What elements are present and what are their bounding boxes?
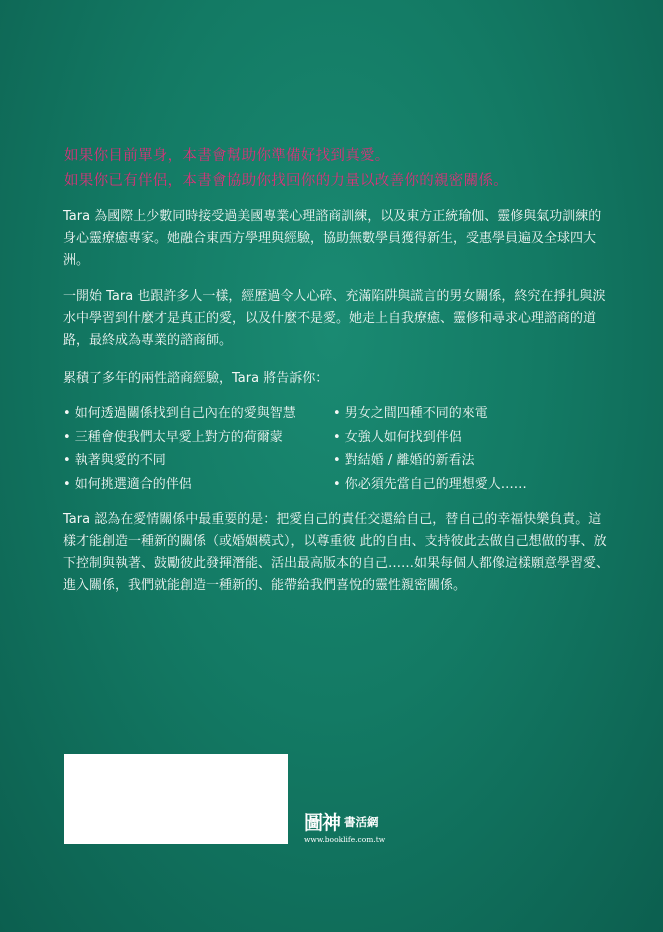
- list-item: • 三種會使我們太早愛上對方的荷爾蒙: [63, 429, 283, 445]
- list-item: • 如何挑選適合的伴侶: [63, 476, 192, 492]
- lead-paragraph: 累積了多年的兩性諮商經驗，Tara 將告訴你：: [63, 371, 329, 386]
- list-item: • 男女之間四種不同的來電: [333, 406, 488, 421]
- closing-paragraph: Tara 認為在愛情關係中最重要的是：把愛自己的責任交還給自己，替自己的幸福快樂負責。這樣才能創造一種新的關係（或婚姻模式），以尊重彼 此的自由、支持彼此去做自己想做的事、放下控制與執著、鼓勵彼此發揮潛能、活出最高版本的自己……如果每個人都像這樣願意學習愛、進入關係，我們就能創造一種新的、能帶給我們喜悅的靈性親密關係。: [63, 512, 610, 593]
- list-item: • 執著與愛的不同: [63, 453, 166, 468]
- logo-mark: 圖神: [304, 812, 341, 834]
- tagline-line-1: 如果你目前單身，本書會幫助你準備好找到真愛。: [64, 148, 390, 164]
- key-points-list: [63, 403, 623, 496]
- list-item: • 你必須先當自己的理想愛人……: [333, 476, 527, 492]
- story-paragraph: 一開始 Tara 也跟許多人一樣，經歷過令人心碎、充滿陷阱與謊言的男女關係，終究在掙扎與淚水中學習到什麼才是真正的愛，以及什麼不是愛。她走上自我療癒、靈修和尋求心理諮商的道路，最終成為專業的諮商師。: [63, 289, 606, 348]
- barcode-area: [64, 754, 288, 844]
- logo-url: www.booklife.com.tw: [304, 835, 386, 844]
- list-item: • 女強人如何找到伴侶: [333, 429, 462, 445]
- tagline: [64, 144, 624, 194]
- logo-name: 書活網: [344, 815, 379, 829]
- intro-paragraph: Tara 為國際上少數同時接受過美國專業心理諮商訓練，以及東方正統瑜伽、靈修與氣功訓練的身心靈療癒專家。她融合東西方學理與經驗，協助無數學員獲得新生，受惠學員遍及全球四大洲。: [63, 209, 602, 268]
- list-item: • 如何透過關係找到自己內在的愛與智慧: [63, 406, 296, 421]
- list-item: • 對結婚 / 離婚的新看法: [333, 453, 475, 468]
- tagline-line-2: 如果你已有伴侶，本書會協助你找回你的力量以改善你的親密關係。: [64, 173, 508, 189]
- publisher-logo: [304, 808, 404, 848]
